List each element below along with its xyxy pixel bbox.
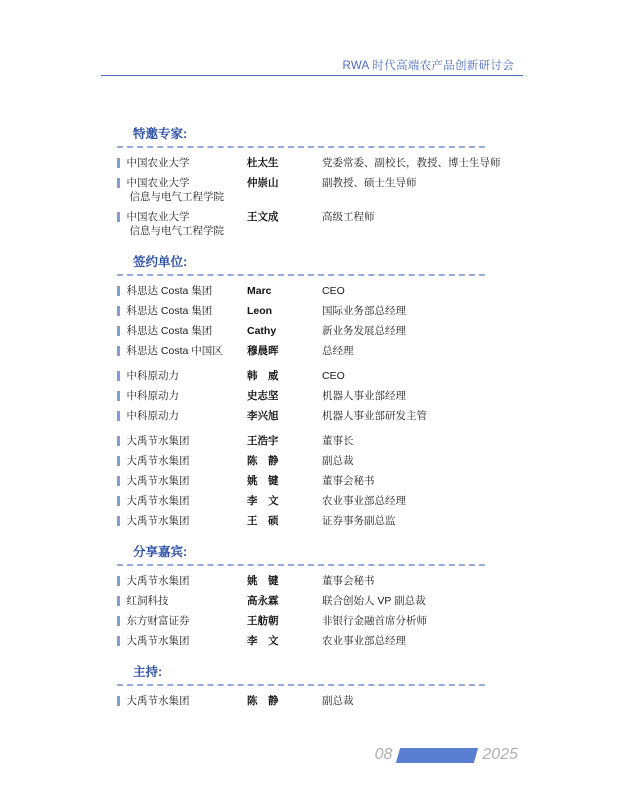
row-person-title: 联合创始人 VP 副总裁: [322, 595, 426, 607]
row-organization-cell: [117, 575, 247, 587]
row-organization: 科思达 Costa 中国区: [126, 345, 223, 357]
header-conference-title: RWA 时代高端农产品创新研讨会: [342, 60, 514, 72]
row-person-name: 高永霖: [247, 595, 279, 607]
row-organization-cell: [117, 157, 247, 169]
row-organization: 中科原动力: [126, 370, 179, 382]
row-organization-text: [127, 695, 190, 707]
section-divider: [117, 684, 485, 686]
row-organization: 大禹节水集团: [126, 695, 190, 707]
table-row: [117, 325, 522, 337]
table-row: [117, 211, 522, 237]
row-person-name: 姚 键: [247, 475, 279, 487]
section: [117, 665, 522, 707]
row-organization-text: [127, 455, 190, 467]
row-organization: 中国农业大学: [126, 177, 190, 189]
page-number: 08: [374, 746, 393, 763]
row-person-title: 副总裁: [322, 455, 354, 467]
row-accent-bar: [117, 436, 120, 446]
row-person-title: 董事长: [322, 435, 354, 447]
table-row: [117, 495, 522, 507]
row-accent-bar: [117, 516, 120, 526]
row-person-name: 王 硕: [247, 515, 279, 527]
row-organization: 红洞科技: [126, 595, 169, 607]
section-title: 主持:: [133, 665, 163, 679]
row-person-name: 王舫朝: [247, 615, 279, 627]
table-row: [117, 515, 522, 527]
row-accent-bar: [117, 456, 120, 466]
row-organization-text: [127, 157, 190, 169]
row-organization: 中国农业大学: [126, 157, 190, 169]
row-person-title: 新业务发展总经理: [322, 325, 406, 337]
row-person-name: Cathy: [247, 325, 277, 337]
section-rows: [117, 575, 522, 647]
header-rule: [101, 75, 523, 76]
row-person-name: 穆晨晖: [247, 345, 279, 357]
row-organization: 东方财富证券: [126, 615, 190, 627]
row-person-name: 史志坚: [247, 390, 279, 402]
row-person-title: 农业事业部总经理: [322, 635, 406, 647]
row-organization-text: [127, 595, 169, 607]
table-row: [117, 305, 522, 317]
table-row: [117, 410, 522, 422]
row-organization: 中科原动力: [126, 390, 179, 402]
row-organization-text: [127, 615, 190, 627]
row-person-title: 董事会秘书: [322, 475, 375, 487]
row-person-title: 党委常委、副校长，教授、博士生导师: [322, 157, 501, 169]
row-accent-bar: [117, 636, 120, 646]
row-organization-cell: [117, 495, 247, 507]
row-organization-cell: [117, 455, 247, 467]
section-divider: [117, 146, 485, 148]
section: [117, 545, 522, 647]
row-organization-text: [127, 285, 213, 297]
row-accent-bar: [117, 178, 120, 188]
section-rows: [117, 157, 522, 237]
row-person-name: 李兴旭: [247, 410, 279, 422]
row-organization-cell: [117, 410, 247, 422]
row-organization: 中国农业大学: [126, 211, 190, 223]
row-person-title: 农业事业部总经理: [322, 495, 406, 507]
row-accent-bar: [117, 476, 120, 486]
row-person-name: Marc: [247, 285, 272, 297]
row-organization-text: [127, 475, 190, 487]
row-organization-cell: [117, 515, 247, 527]
row-person-name: 韩 威: [247, 370, 279, 382]
row-person-name: Leon: [247, 305, 273, 317]
row-organization-cell: [117, 595, 247, 607]
row-organization: 科思达 Costa 集团: [126, 305, 213, 317]
row-accent-bar: [117, 326, 120, 336]
content: [117, 127, 522, 725]
row-organization-cell: [117, 370, 247, 382]
row-accent-bar: [117, 411, 120, 421]
row-accent-bar: [117, 286, 120, 296]
row-person-name: 杜太生: [247, 157, 279, 169]
section: [117, 127, 522, 237]
row-accent-bar: [117, 212, 120, 222]
row-person-title: 副总裁: [322, 695, 354, 707]
page-footer: [375, 746, 518, 764]
row-organization-cell: [117, 305, 247, 317]
row-person-title: CEO: [322, 370, 345, 382]
row-accent-bar: [117, 576, 120, 586]
section-title: 特邀专家:: [133, 127, 188, 141]
table-row: [117, 345, 522, 357]
table-row: [117, 595, 522, 607]
row-accent-bar: [117, 346, 120, 356]
row-organization-cell: [117, 390, 247, 402]
table-row: [117, 635, 522, 647]
row-person-title: 非银行金融首席分析师: [322, 615, 427, 627]
row-organization-text: [127, 575, 190, 587]
section-divider: [117, 274, 485, 276]
table-row: [117, 455, 522, 467]
row-organization-text: [127, 635, 190, 647]
row-person-name: 陈 静: [247, 695, 279, 707]
row-organization: 科思达 Costa 集团: [126, 325, 213, 337]
row-organization: 大禹节水集团: [126, 455, 190, 467]
row-organization-text: [127, 390, 180, 402]
row-person-title: 副教授、硕士生导师: [322, 177, 417, 189]
row-person-title: 董事会秘书: [322, 575, 375, 587]
table-row: [117, 157, 522, 169]
row-organization-text: [127, 325, 213, 337]
row-organization: 大禹节水集团: [126, 475, 190, 487]
row-organization: 大禹节水集团: [126, 435, 190, 447]
row-accent-bar: [117, 371, 120, 381]
table-row: [117, 177, 522, 203]
footer-accent-bar: [396, 748, 478, 763]
row-organization: 科思达 Costa 集团: [126, 285, 213, 297]
row-organization: 大禹节水集团: [126, 495, 190, 507]
row-person-title: 总经理: [322, 345, 354, 357]
row-organization-text: [127, 435, 190, 447]
row-person-name: 陈 静: [247, 455, 279, 467]
row-accent-bar: [117, 616, 120, 626]
row-organization-text: [127, 345, 223, 357]
row-accent-bar: [117, 696, 120, 706]
row-person-title: 机器人事业部研发主管: [322, 410, 427, 422]
section-rows: [117, 285, 522, 527]
table-row: [117, 475, 522, 487]
table-row: [117, 575, 522, 587]
row-organization-cell: [117, 615, 247, 627]
section-title: 签约单位:: [133, 255, 188, 269]
row-organization-text: [127, 211, 225, 237]
row-organization-text: [127, 177, 225, 203]
row-person-name: 李 文: [247, 495, 279, 507]
row-organization-dept: 信息与电气工程学院: [129, 225, 224, 237]
row-organization-cell: [117, 211, 247, 237]
table-row: [117, 370, 522, 382]
row-person-name: 李 文: [247, 635, 279, 647]
section: [117, 255, 522, 527]
row-organization-cell: [117, 475, 247, 487]
row-organization-cell: [117, 177, 247, 203]
row-person-name: 王浩宇: [247, 435, 279, 447]
section-rows: [117, 695, 522, 707]
row-organization-cell: [117, 635, 247, 647]
section-title: 分享嘉宾:: [133, 545, 188, 559]
row-person-title: CEO: [322, 285, 345, 297]
row-organization: 大禹节水集团: [126, 515, 190, 527]
row-organization-dept: 信息与电气工程学院: [129, 191, 224, 203]
table-row: [117, 435, 522, 447]
row-organization-cell: [117, 695, 247, 707]
row-organization: 大禹节水集团: [126, 575, 190, 587]
row-organization-cell: [117, 435, 247, 447]
footer-year: 2025: [482, 746, 518, 763]
row-organization: 中科原动力: [126, 410, 179, 422]
row-person-name: 姚 键: [247, 575, 279, 587]
row-person-title: 机器人事业部经理: [322, 390, 406, 402]
row-person-name: 王文成: [247, 211, 279, 223]
row-organization-text: [127, 495, 190, 507]
row-person-name: 仲崇山: [247, 177, 279, 189]
section-divider: [117, 564, 485, 566]
row-organization-cell: [117, 325, 247, 337]
row-accent-bar: [117, 391, 120, 401]
row-accent-bar: [117, 306, 120, 316]
row-accent-bar: [117, 496, 120, 506]
row-organization-text: [127, 515, 190, 527]
row-organization-text: [127, 410, 180, 422]
row-person-title: 证券事务副总监: [322, 515, 396, 527]
table-row: [117, 615, 522, 627]
row-accent-bar: [117, 158, 120, 168]
row-organization-cell: [117, 285, 247, 297]
table-row: [117, 285, 522, 297]
table-row: [117, 390, 522, 402]
row-organization-cell: [117, 345, 247, 357]
row-organization: 大禹节水集团: [126, 635, 190, 647]
row-person-title: 高级工程师: [322, 211, 375, 223]
table-row: [117, 695, 522, 707]
row-organization-text: [127, 370, 180, 382]
row-person-title: 国际业务部总经理: [322, 305, 406, 317]
row-organization-text: [127, 305, 213, 317]
row-accent-bar: [117, 596, 120, 606]
